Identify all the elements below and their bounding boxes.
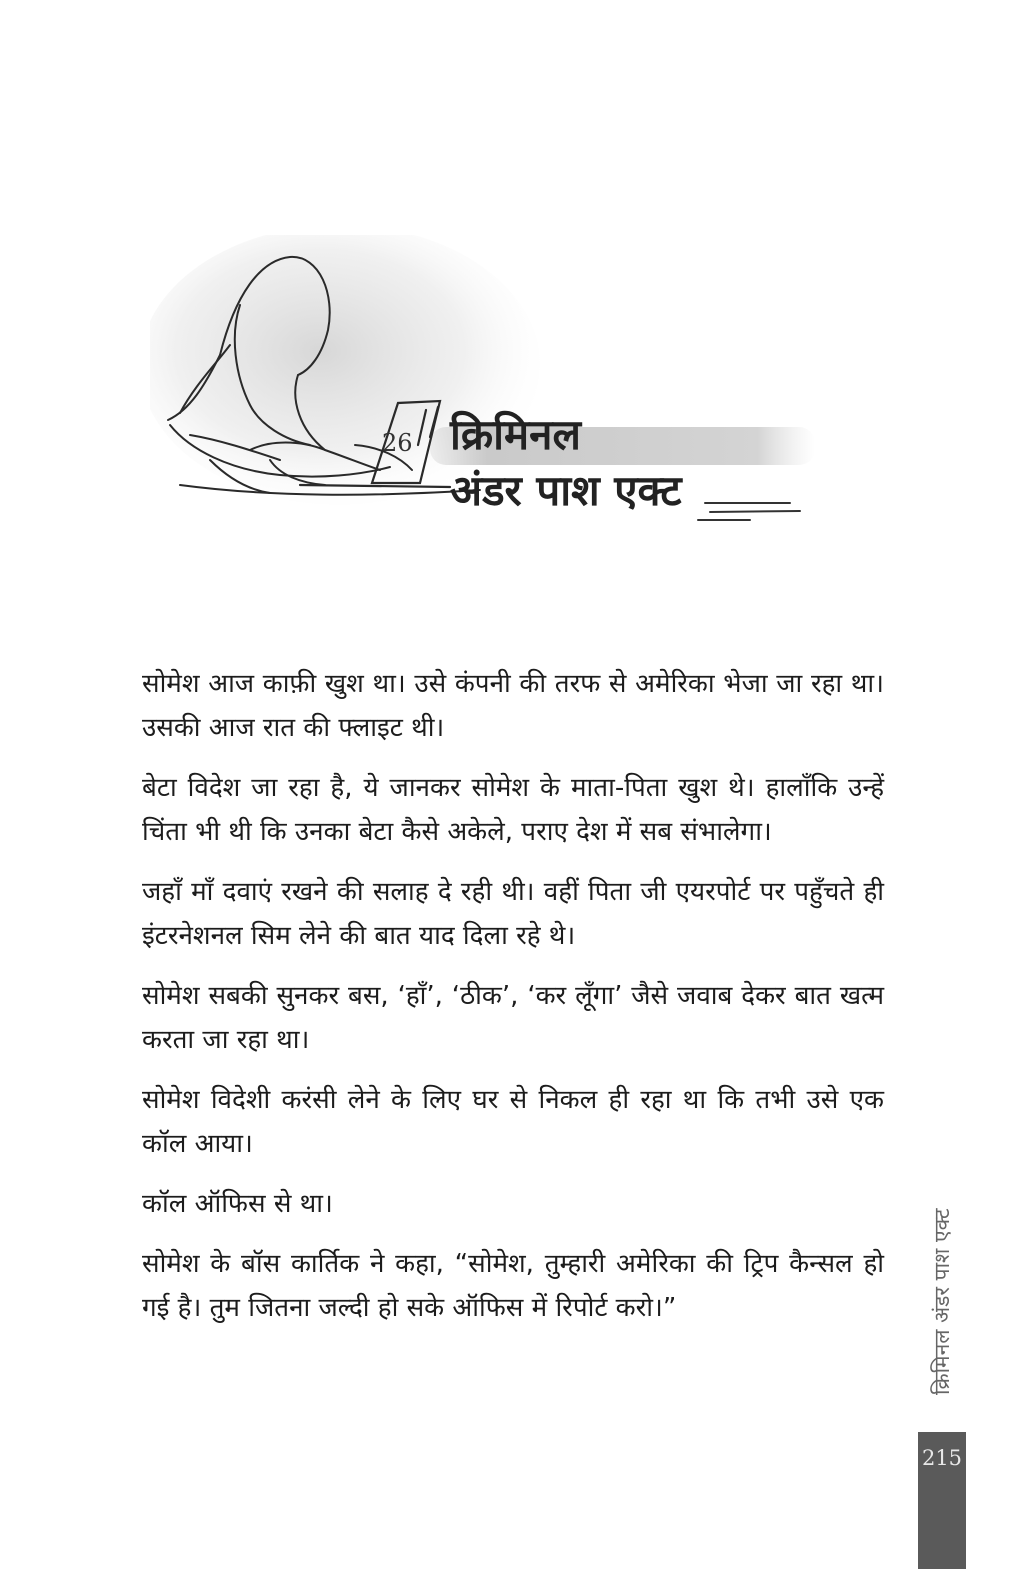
paragraph: सोमेश विदेशी करंसी लेने के लिए घर से निकल ही रहा था कि तभी उसे एक कॉल आया। — [142, 1085, 884, 1159]
running-head: क्रिमिनल अंडर पाश एक्ट — [930, 1208, 954, 1395]
paragraph: सोमेश के बॉस कार्तिक ने कहा, “सोमेश, तुम्हारी अमेरिका की ट्रिप कैन्सल हो गई है। तुम जितना जल्दी हो सके ऑफिस में रिपोर्ट करो।” — [142, 1249, 884, 1323]
page-number: 215 — [921, 1446, 963, 1470]
paragraph: सोमेश आज काफ़ी खुश था। उसे कंपनी की तरफ से अमेरिका भेजा जा रहा था। उसकी आज रात की फ्लाइट थी। — [142, 669, 884, 743]
chapter-header — [150, 235, 830, 535]
paragraph: कॉल ऑफिस से था। — [142, 1189, 333, 1219]
paragraph: बेटा विदेश जा रहा है, ये जानकर सोमेश के माता-पिता खुश थे। हालाँकि उन्हें चिंता भी थी कि उनका बेटा कैसे अकेले, पराए देश में सब संभालेगा। — [142, 773, 884, 847]
chapter-title — [450, 407, 682, 519]
chapter-number: 26 — [382, 429, 413, 457]
paragraph: जहाँ माँ दवाएं रखने की सलाह दे रही थी। वहीं पिता जी एयरपोर्ट पर पहुँचते ही इंटरनेशनल सिम लेने की बात याद दिला रहे थे। — [142, 877, 884, 951]
chapter-title-line1: क्रिमिनल — [450, 410, 581, 459]
body-text — [142, 662, 884, 1346]
paragraph: सोमेश सबकी सुनकर बस, ‘हाँ’, ‘ठीक’, ‘कर लूँगा’ जैसे जवाब देकर बात खत्म करता जा रहा था। — [142, 981, 884, 1055]
chapter-title-line2: अंडर पाश एक्ट — [450, 466, 682, 515]
page-number-tab — [918, 1432, 966, 1569]
